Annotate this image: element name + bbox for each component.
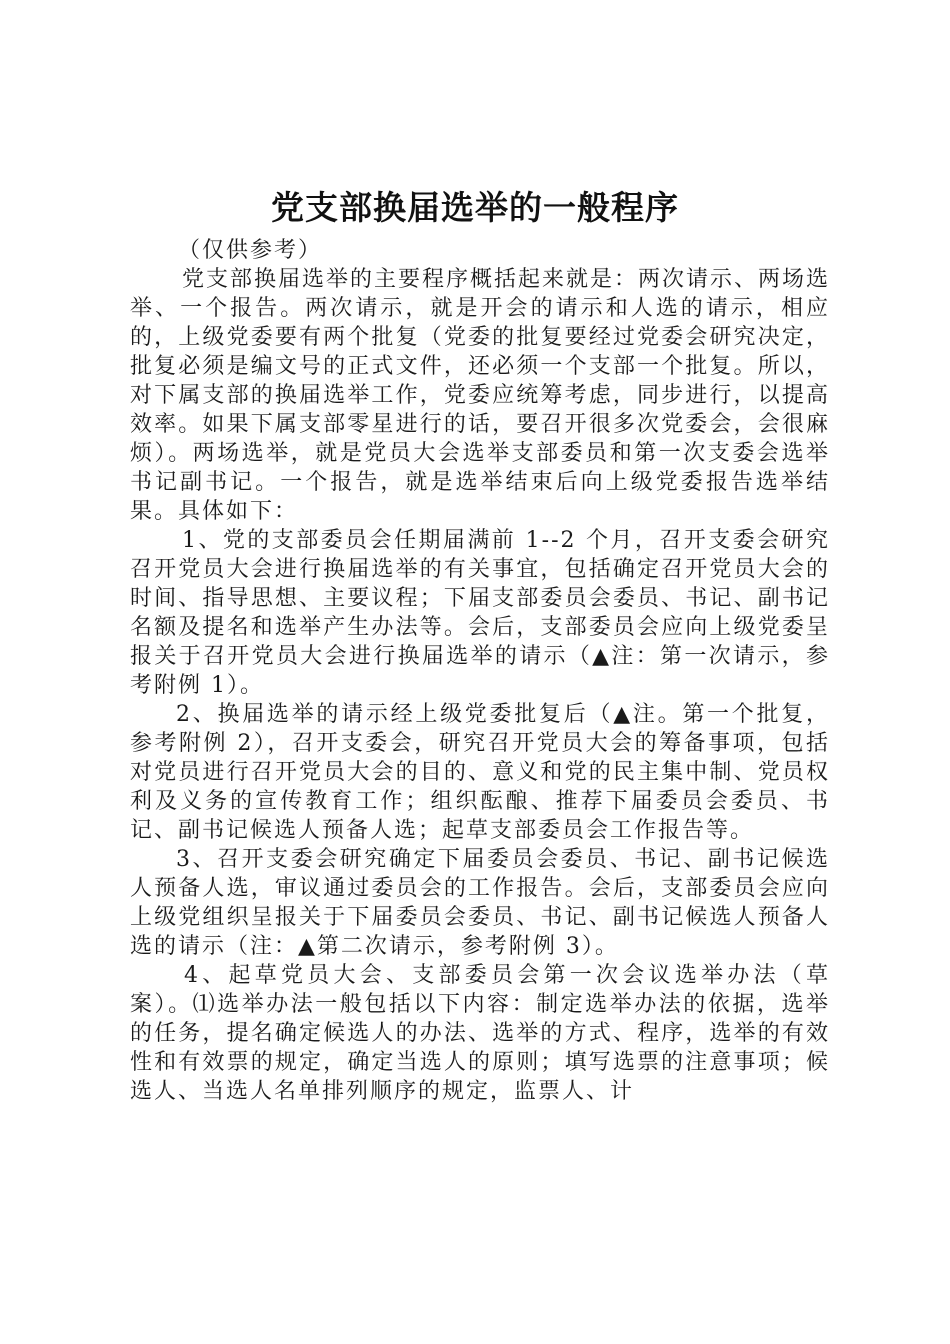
intro-paragraph: 党支部换届选举的主要程序概括起来就是：两次请示、两场选举、一个报告。两次请示，就是开会的请示和人选的请示，相应的，上级党委要有两个批复（党委的批复要经过党委会研究决定，批复必须是编文号的正式文件，还必须一个支部一个批复。所以，对下属支部的换届选举工作，党委应统筹考虑，同步进行，以提高效率。如果下属支部零星进行的话，要召开很多次党委会，会很麻烦）。两场选举，就是党员大会选举支部委员和第一次支委会选举书记副书记。一个报告，就是选举结束后向上级党委报告选举结果。具体如下：	[130, 267, 831, 524]
step-3-paragraph: 3、召开支委会研究确定下届委员会委员、书记、副书记候选人预备人选，审议通过委员会的工作报告。会后，支部委员会应向上级党组织呈报关于下届委员会委员、书记、副书记候选人预备人选的请示（注：▲第二次请示，参考附例 3）。	[130, 847, 830, 959]
step-4-paragraph: 4、起草党员大会、支部委员会第一次会议选举办法（草案）。⑴选举办法一般包括以下内容：制定选举办法的依据，选举的任务，提名确定候选人的办法、选举的方式、程序，选举的有效性和有效票的规定，确定当选人的原则；填写选票的注意事项；候选人、当选人名单排列顺序的规定，监票人、计	[130, 963, 830, 1104]
step-1-paragraph: 1、党的支部委员会任期届满前 1--2 个月，召开支委会研究召开党员大会进行换届选举的有关事宜，包括确定召开党员大会的时间、指导思想、主要议程；下届支部委员会委员、书记、副书记名额及提名和选举产生办法等。会后，支部委员会应向上级党委呈报关于召开党员大会进行换届选举的请示（▲注：第一次请示，参考附例 1）。	[130, 528, 830, 698]
step-2-paragraph: 2、换届选举的请示经上级党委批复后（▲注。第一个批复，参考附例 2），召开支委会，研究召开党员大会的筹备事项，包括对党员进行召开党员大会的目的、意义和党的民主集中制、党员权利及义务的宣传教育工作；组织酝酿、推荐下届委员会委员、书记、副书记候选人预备人选；起草支部委员会工作报告等。	[130, 702, 830, 843]
reference-note: （仅供参考）	[178, 238, 323, 263]
document-body	[130, 236, 830, 1106]
document-title: 党支部换届选举的一般程序	[271, 188, 679, 227]
